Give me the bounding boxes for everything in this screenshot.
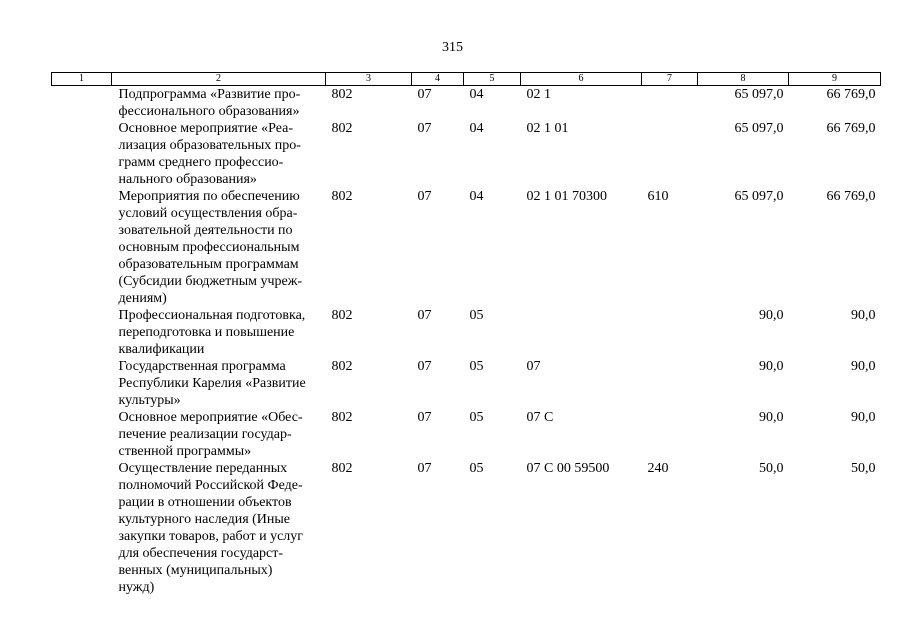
row-csr: 02 1 01 bbox=[526, 121, 569, 136]
row-csr: 07 bbox=[526, 359, 541, 374]
row-name: Государственная программа Республики Карелия «Развитие культуры» bbox=[118, 359, 306, 408]
row-csr: 07 С 00 59500 bbox=[526, 461, 610, 476]
row-sum-year2: 66 769,0 bbox=[826, 121, 876, 136]
row-pr: 04 bbox=[469, 87, 484, 102]
row-vr bbox=[642, 307, 698, 358]
row-vr bbox=[642, 358, 698, 409]
row-sum-year2: 90,0 bbox=[851, 308, 876, 323]
header-cell: 5 bbox=[464, 73, 521, 86]
row-sum-year1: 90,0 bbox=[759, 308, 784, 323]
table-row bbox=[52, 307, 881, 358]
row-vr: 240 bbox=[647, 461, 669, 476]
header-cell: 6 bbox=[521, 73, 642, 86]
row-sum-year2: 66 769,0 bbox=[826, 87, 876, 102]
row-pr: 05 bbox=[469, 461, 484, 476]
table-row bbox=[52, 460, 881, 596]
row-ved: 802 bbox=[331, 410, 353, 425]
row-name: Основное мероприятие «Обес- печение реализации государ- ственной программы» bbox=[118, 410, 303, 459]
row-sum-year1: 65 097,0 bbox=[734, 121, 784, 136]
table-row bbox=[52, 358, 881, 409]
header-row bbox=[52, 73, 881, 86]
header-cell: 8 bbox=[698, 73, 789, 86]
row-vr bbox=[642, 86, 698, 121]
row-sum-year2: 90,0 bbox=[851, 410, 876, 425]
row-name: Подпрограмма «Развитие про- фессионального образования» bbox=[118, 87, 301, 119]
row-index-empty bbox=[52, 460, 112, 596]
row-index-empty bbox=[52, 188, 112, 307]
header-cell: 9 bbox=[789, 73, 881, 86]
table-row bbox=[52, 86, 881, 121]
row-sum-year2: 66 769,0 bbox=[826, 189, 876, 204]
budget-table bbox=[51, 72, 881, 596]
row-sum-year1: 65 097,0 bbox=[734, 87, 784, 102]
row-rz: 07 bbox=[417, 121, 432, 136]
row-index-empty bbox=[52, 358, 112, 409]
row-csr: 02 1 01 70300 bbox=[526, 189, 607, 204]
table-row bbox=[52, 409, 881, 460]
row-ved: 802 bbox=[331, 87, 353, 102]
row-csr bbox=[521, 307, 642, 358]
table-body bbox=[52, 86, 881, 597]
page-number: 315 bbox=[442, 40, 463, 55]
row-name: Основное мероприятие «Реа- лизация образовательных про- грамм среднего профессио- нального образования» bbox=[118, 121, 301, 187]
row-ved: 802 bbox=[331, 359, 353, 374]
row-vr bbox=[642, 120, 698, 188]
row-rz: 07 bbox=[417, 87, 432, 102]
row-rz: 07 bbox=[417, 461, 432, 476]
row-pr: 05 bbox=[469, 410, 484, 425]
header-cell: 2 bbox=[112, 73, 326, 86]
table-row bbox=[52, 120, 881, 188]
row-sum-year2: 50,0 bbox=[851, 461, 876, 476]
header-cell: 3 bbox=[326, 73, 412, 86]
row-ved: 802 bbox=[331, 308, 353, 323]
row-index-empty bbox=[52, 120, 112, 188]
row-vr: 610 bbox=[647, 189, 669, 204]
row-pr: 04 bbox=[469, 189, 484, 204]
header-cell: 4 bbox=[412, 73, 464, 86]
row-index-empty bbox=[52, 307, 112, 358]
header-cell: 7 bbox=[642, 73, 698, 86]
row-name: Профессиональная подготовка, переподготовка и повышение квалификации bbox=[118, 308, 306, 357]
row-sum-year1: 65 097,0 bbox=[734, 189, 784, 204]
row-csr: 02 1 bbox=[526, 87, 551, 102]
row-rz: 07 bbox=[417, 410, 432, 425]
header-cell: 1 bbox=[52, 73, 112, 86]
row-ved: 802 bbox=[331, 189, 353, 204]
row-pr: 05 bbox=[469, 308, 484, 323]
row-index-empty bbox=[52, 86, 112, 121]
row-pr: 05 bbox=[469, 359, 484, 374]
row-name: Мероприятия по обеспечению условий осуществления обра- зовательной деятельности по основным профессиональным образовательным программам (Субсидии бюджетным учреж- дениям) bbox=[118, 189, 303, 306]
row-sum-year1: 90,0 bbox=[759, 410, 784, 425]
row-sum-year1: 90,0 bbox=[759, 359, 784, 374]
row-sum-year2: 90,0 bbox=[851, 359, 876, 374]
row-pr: 04 bbox=[469, 121, 484, 136]
row-rz: 07 bbox=[417, 189, 432, 204]
row-rz: 07 bbox=[417, 359, 432, 374]
row-sum-year1: 50,0 bbox=[759, 461, 784, 476]
row-name: Осуществление переданных полномочий Российской Феде- рации в отношении объектов культурного наследия (Иные закупки товаров, работ и услуг для обеспечения государст- венных (муниципальных) нужд) bbox=[118, 461, 304, 595]
row-index-empty bbox=[52, 409, 112, 460]
row-csr: 07 С bbox=[526, 410, 554, 425]
row-rz: 07 bbox=[417, 308, 432, 323]
row-ved: 802 bbox=[331, 121, 353, 136]
row-ved: 802 bbox=[331, 461, 353, 476]
table-row bbox=[52, 188, 881, 307]
row-vr bbox=[642, 409, 698, 460]
